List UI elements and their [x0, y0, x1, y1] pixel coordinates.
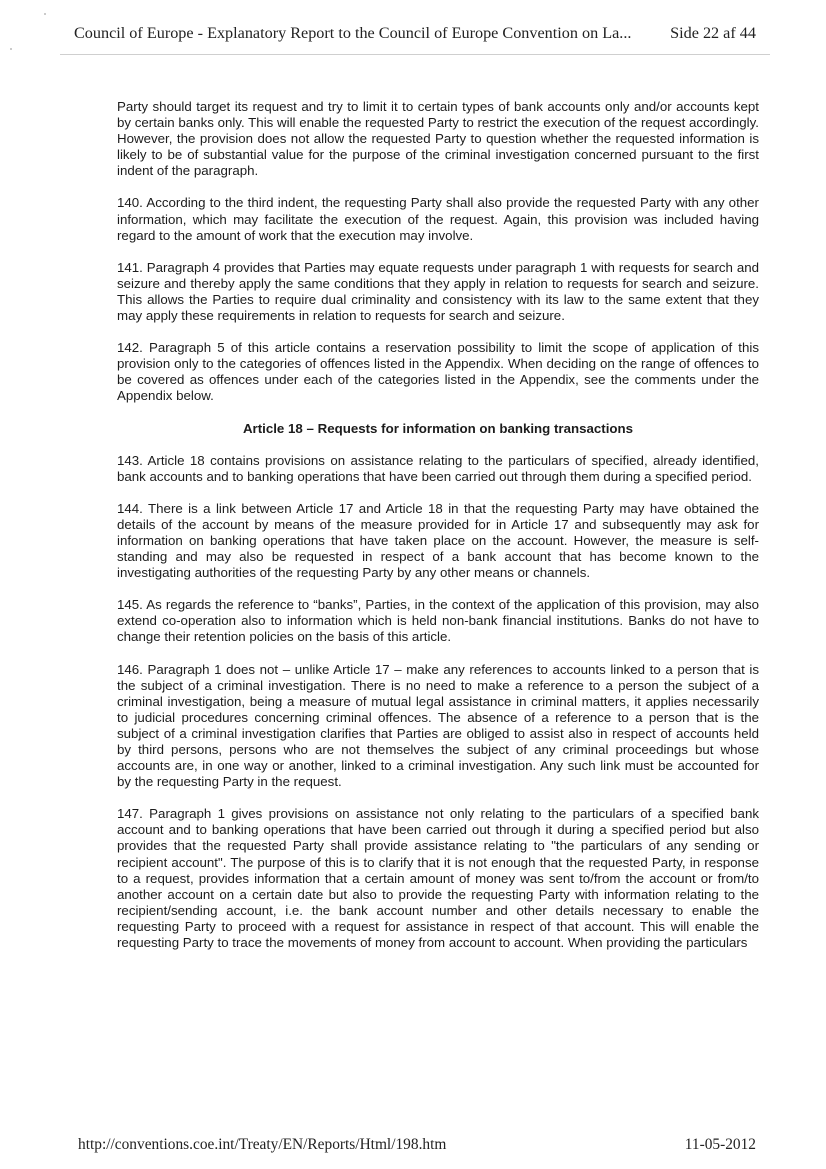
scan-speck — [44, 13, 46, 15]
section-heading: Article 18 – Requests for information on banking transactions — [242, 420, 634, 436]
paragraph-143: 143. Article 18 contains provisions on assistance relating to the particulars of specified, already identified, bank accounts and to banking operations that have been carried out through them during a specified period. — [117, 452, 759, 484]
paragraph-146: 146. Paragraph 1 does not – unlike Article 17 – make any references to accounts linked to a person that is the subject of a criminal investigation. There is no need to make a reference to a person the subject of a criminal investigation, being a measure of mutual legal assistance in criminal matters, it applies necessarily to judicial procedures concerning criminal offences. The absence of a reference to a person that is the subject of a criminal investigation clarifies that Parties are obliged to assist also in respect of accounts held by third persons, persons who are not themselves the subject of any criminal proceedings but whose accounts are, in one way or another, linked to a criminal investigation. Any such link must be accounted for by the requesting Party in the request. — [117, 661, 759, 790]
paragraph-continued: Party should target its request and try to limit it to certain types of bank accounts only and/or accounts kept by certain banks only. This will enable the requested Party to restrict the execution of the request accordingly. However, the provision does not allow the requested Party to question whether the requested information is likely to be of substantial value for the purpose of the criminal investigation concerned pursuant to the first indent of the paragraph. — [117, 99, 759, 179]
scan-speck — [10, 48, 12, 50]
page-footer — [78, 1136, 756, 1154]
source-url: http://conventions.coe.int/Treaty/EN/Reports/Html/198.htm — [78, 1136, 447, 1153]
page-indicator: Side 22 af 44 — [670, 24, 756, 42]
document-title: Council of Europe - Explanatory Report to the Council of Europe Convention on La... — [74, 24, 632, 42]
paragraph-145: 145. As regards the reference to “banks”, Parties, in the context of the application of this provision, may also extend co-operation also to information which is held non-bank financial institutions. Banks do not have to change their retention policies on the basis of this article. — [117, 597, 759, 645]
page-header — [74, 24, 756, 43]
paragraph-142: 142. Paragraph 5 of this article contains a reservation possibility to limit the scope of application of this provision only to the categories of offences listed in the Appendix. When deciding on the range of offences to be covered as offences under each of the categories listed in the Appendix, see the comments under the Appendix below. — [117, 340, 759, 404]
paragraph-140: 140. According to the third indent, the requesting Party shall also provide the requested Party with any other information, which may facilitate the execution of the request. Again, this provision was included having regard to the amount of work that the execution may involve. — [117, 195, 759, 243]
paragraph-147: 147. Paragraph 1 gives provisions on assistance not only relating to the particulars of a specified bank account and to banking operations that have been carried out through it during a specified period but also provides that the requested Party shall provide assistance relating to "the particulars of any sending or recipient account". The purpose of this is to clarify that it is not enough that the requested Party, in response to a request, provides information that a certain amount of money was sent to/from the account or from/to another account on a certain date but also to provide the requesting Party with information relating to the recipient/sending account, i.e. the bank account number and other details necessary to enable the requesting Party to proceed with a request for assistance in respect of that account. This will enable the requesting Party to trace the movements of money from account to account. When providing the particulars — [117, 806, 759, 951]
paragraph-141: 141. Paragraph 4 provides that Parties may equate requests under paragraph 1 with requests for search and seizure and thereby apply the same conditions that they apply in relation to requests for search and seizure. This allows the Parties to require dual criminality and consistency with its law to the same extent that they may apply these requirements in relation to requests for search and seizure. — [117, 259, 759, 324]
header-divider — [60, 54, 770, 55]
print-date: 11-05-2012 — [684, 1136, 756, 1153]
paragraph-144: 144. There is a link between Article 17 and Article 18 in that the requesting Party may have obtained the details of the account by means of the measure provided for in Article 17 and subsequently may ask for information on banking operations that have taken place on the account. However, the measure is self-standing and may also be requested in respect of a bank account that has become known to the investigating authorities of the requesting Party by any other means or channels. — [117, 500, 759, 581]
document-body — [117, 99, 759, 967]
